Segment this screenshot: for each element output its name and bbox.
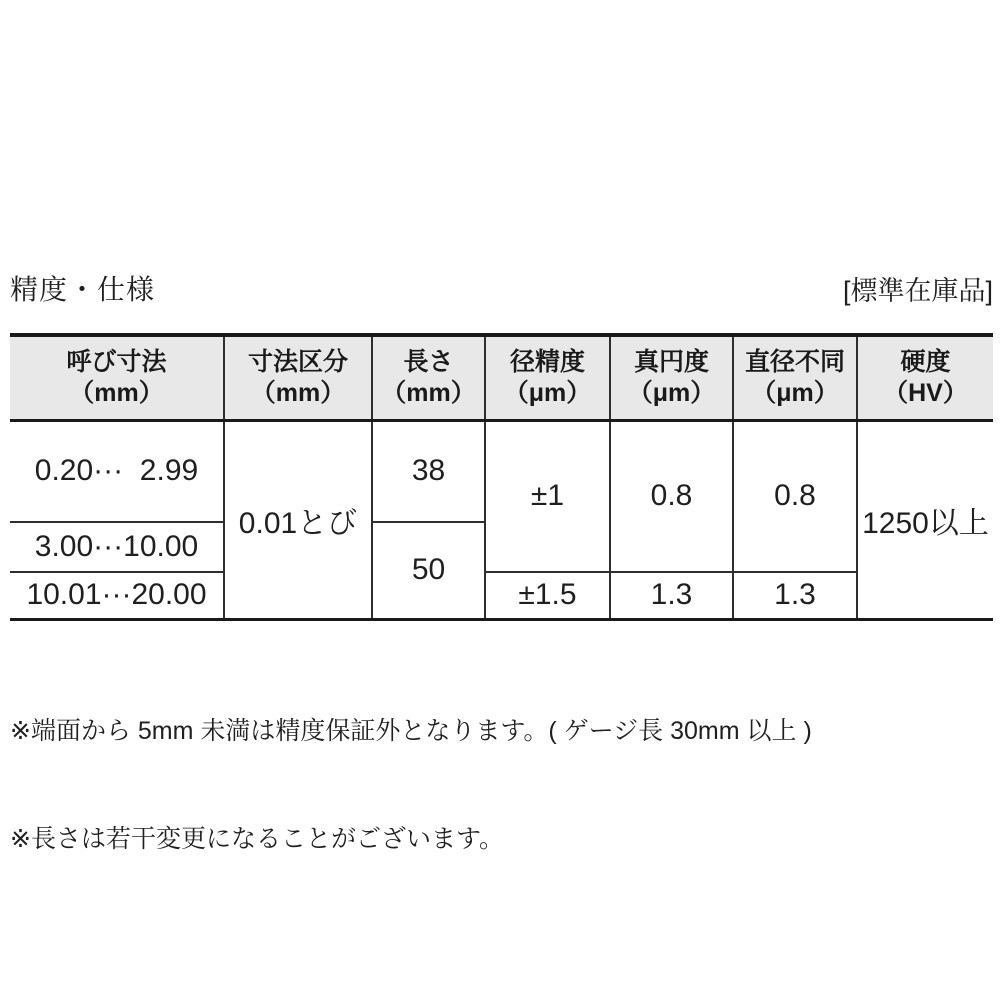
col-header-hardness — [857, 335, 993, 421]
cell-size-range-2: 3.00···10.00 — [10, 522, 224, 572]
note-accuracy-guarantee: ※端面から 5mm 未満は精度保証外となります。( ゲージ長 30mm 以上 ) — [10, 717, 812, 745]
col-header-length-unit: （mm） — [381, 379, 476, 407]
col-header-hardness-unit: （HV） — [883, 379, 968, 407]
col-header-nominal-size-label: 呼び寸法 — [66, 347, 167, 376]
col-header-length — [372, 335, 485, 421]
col-header-diameter-variation — [733, 335, 857, 421]
cell-roundness-2: 1.3 — [610, 572, 733, 620]
cell-size-range-1: 0.20··· 2.99 — [10, 421, 224, 522]
col-header-nominal-size-unit: （mm） — [69, 379, 164, 407]
col-header-diameter-variation-unit: （μm） — [751, 379, 839, 407]
table-row — [10, 572, 993, 620]
col-header-size-step-unit: （mm） — [250, 379, 346, 407]
cell-roundness-1: 0.8 — [610, 421, 733, 572]
col-header-diameter-variation-label: 直径不同 — [744, 347, 845, 376]
note-length-change: ※長さは若干変更になることがございます。 — [10, 825, 504, 853]
table-row — [10, 421, 993, 522]
cell-diameter-variation-1: 0.8 — [733, 421, 857, 572]
spec-table-body — [10, 421, 993, 620]
col-header-roundness — [610, 335, 733, 421]
cell-length-38: 38 — [372, 421, 485, 522]
cell-diameter-variation-2: 1.3 — [733, 572, 857, 620]
col-header-size-step — [224, 335, 372, 421]
col-header-length-label: 長さ — [403, 347, 454, 376]
col-header-hardness-label: 硬度 — [900, 347, 951, 376]
cell-size-step: 0.01とび — [224, 421, 372, 620]
page-title: 精度・仕様 — [10, 274, 156, 305]
cell-length-50: 50 — [372, 522, 485, 620]
col-header-diameter-accuracy — [485, 335, 610, 421]
spec-table — [10, 333, 993, 621]
cell-size-range-3: 10.01···20.00 — [10, 572, 224, 620]
spec-table-header — [10, 335, 993, 421]
col-header-diameter-accuracy-label: 径精度 — [509, 347, 585, 376]
col-header-diameter-accuracy-unit: （μm） — [503, 379, 592, 407]
cell-hardness: 1250以上 — [857, 421, 993, 620]
col-header-nominal-size — [10, 335, 224, 421]
title-row — [10, 268, 993, 308]
col-header-roundness-label: 真円度 — [633, 347, 709, 376]
cell-diameter-accuracy-1: ±1 — [485, 421, 610, 572]
cell-diameter-accuracy-2: ±1.5 — [485, 572, 610, 620]
col-header-roundness-unit: （μm） — [627, 379, 716, 407]
col-header-size-step-label: 寸法区分 — [247, 347, 348, 376]
stock-status-label: [標準在庫品] — [842, 276, 993, 306]
footnotes — [10, 641, 993, 929]
